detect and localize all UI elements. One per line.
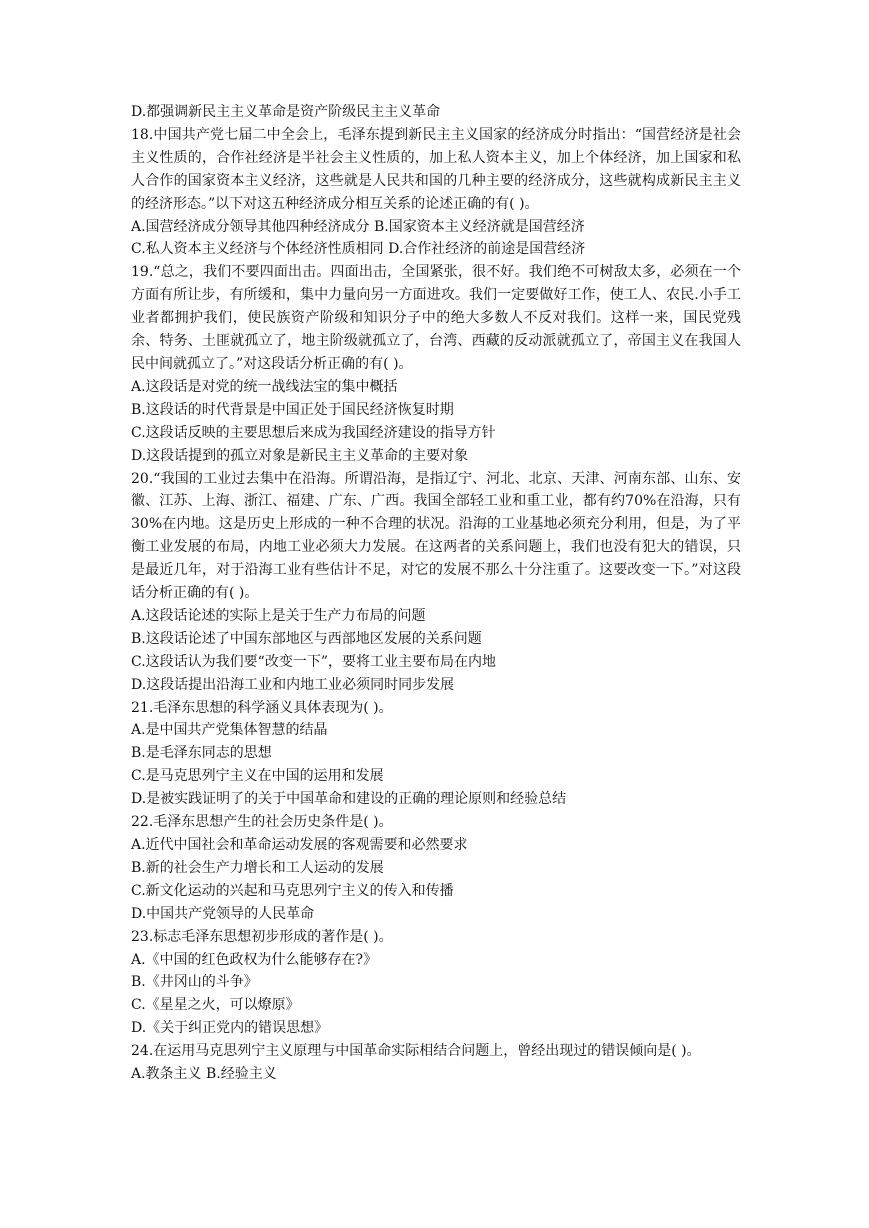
- q20-option-c: C.这段话认为我们要“改变一下”，要将工业主要布局在内地: [131, 653, 496, 670]
- q19-stem: 19.“总之，我们不要四面出击。四面出击，全国紧张，很不好。我们绝不可树敌太多，必须在一个方面有所让步，有所缓和，集中力量向另一方面进攻。我们一定要做好工作，使工人、农民.小手工业者都拥护我们，使民族资产阶级和知识分子中的绝大多数人不反对我们。这样一来，国民党残余、特务、土匪就孤立了，地主阶级就孤立了，台湾、西藏的反动派就孤立了，帝国主义在我国人民中间就孤立了。”对这段话分析正确的有( )。: [131, 264, 741, 372]
- question-24: [131, 1040, 741, 1086]
- q22-option-d: D.中国共产党领导的人民革命: [131, 905, 315, 922]
- q22-option-a: A.近代中国社会和革命运动发展的客观需要和必然要求: [131, 837, 468, 853]
- q19-option-d: D.这段话提到的孤立对象是新民主主义革命的主要对象: [131, 447, 469, 464]
- q21-option-c: C.是马克思列宁主义在中国的运用和发展: [131, 768, 384, 785]
- question-19: [131, 261, 741, 467]
- q23-option-a: A.《中国的红色政权为什么能够存在?》: [131, 951, 378, 968]
- q18-options-ab: A.国营经济成分领导其他四种经济成分 B.国家资本主义经济就是国营经济: [131, 218, 585, 235]
- q21-stem: 21.毛泽东思想的科学涵义具体表现为( )。: [131, 699, 393, 716]
- question-20: [131, 468, 741, 697]
- q21-option-d: D.是被实践证明了的关于中国革命和建设的正确的理论原则和经验总结: [131, 791, 567, 808]
- q18-stem: 18.中国共产党七届二中全会上，毛泽东提到新民主主义国家的经济成分时指出：“国营经济是社会主义性质的，合作社经济是半社会主义性质的，加上私人资本主义，加上个体经济，加上国家和私人合作的国家资本主义经济，这些就是人民共和国的几种主要的经济成分，这些就构成新民主主义的经济形态。”以下对这五种经济成分相互关系的论述正确的有( )。: [131, 126, 741, 212]
- q24-stem: 24.在运用马克思列宁主义原理与中国革命实际相结合问题上，曾经出现过的错误倾向是( )。: [131, 1043, 701, 1060]
- q17-option-d: D.都强调新民主主义革命是资产阶级民主主义革命: [131, 104, 441, 120]
- question-list: [131, 101, 741, 1086]
- q23-option-c: C.《星星之火，可以燎原》: [131, 997, 300, 1014]
- q23-option-b: B.《井冈山的斗争》: [131, 974, 258, 991]
- q20-option-d: D.这段话提出沿海工业和内地工业必须同时同步发展: [131, 676, 455, 693]
- q21-option-a: A.是中国共产党集体智慧的结晶: [131, 722, 328, 739]
- q19-option-a: A.这段话是对党的统一战线法宝的集中概括: [131, 378, 398, 395]
- question-23: [131, 926, 741, 1041]
- q19-option-b: B.这段话的时代背景是中国正处于国民经济恢复时期: [131, 401, 454, 418]
- question-21: [131, 697, 741, 812]
- q24-options-ab: A.教条主义 B.经验主义: [131, 1066, 277, 1083]
- q22-option-c: C.新文化运动的兴起和马克思列宁主义的传入和传播: [131, 882, 454, 899]
- q19-option-c: C.这段话反映的主要思想后来成为我国经济建设的指导方针: [131, 424, 496, 441]
- q18-options-cd: C.私人资本主义经济与个体经济性质相同 D.合作社经济的前途是国营经济: [131, 241, 586, 258]
- q20-stem: 20.“我国的工业过去集中在沿海。所谓沿海，是指辽宁、河北、北京、天津、河南东部、山东、安徽、江苏、上海、浙江、福建、广东、广西。我国全部轻工业和重工业，都有约70%在沿海，只有30%在内地。这是历史上形成的一种不合理的状况。沿海的工业基地必须充分利用，但是，为了平衡工业发展的布局，内地工业必须大力发展。在这两者的关系问题上，我们也没有犯大的错误，只是最近几年，对于沿海工业有些估计不足，对它的发展不那么十分注重了。这要改变一下。”对这段话分析正确的有( )。: [131, 470, 741, 602]
- question-18: [131, 124, 741, 261]
- q22-option-b: B.新的社会生产力增长和工人运动的发展: [131, 859, 384, 876]
- q20-option-b: B.这段话论述了中国东部地区与西部地区发展的关系问题: [131, 630, 482, 647]
- q23-stem: 23.标志毛泽东思想初步形成的著作是( )。: [131, 928, 393, 945]
- q21-option-b: B.是毛泽东同志的思想: [131, 745, 272, 762]
- question-22: [131, 811, 741, 926]
- q22-stem: 22.毛泽东思想产生的社会历史条件是( )。: [131, 814, 393, 831]
- q23-option-d: D.《关于纠正党内的错误思想》: [131, 1020, 329, 1037]
- q20-option-a: A.这段话论述的实际上是关于生产力布局的问题: [131, 607, 426, 624]
